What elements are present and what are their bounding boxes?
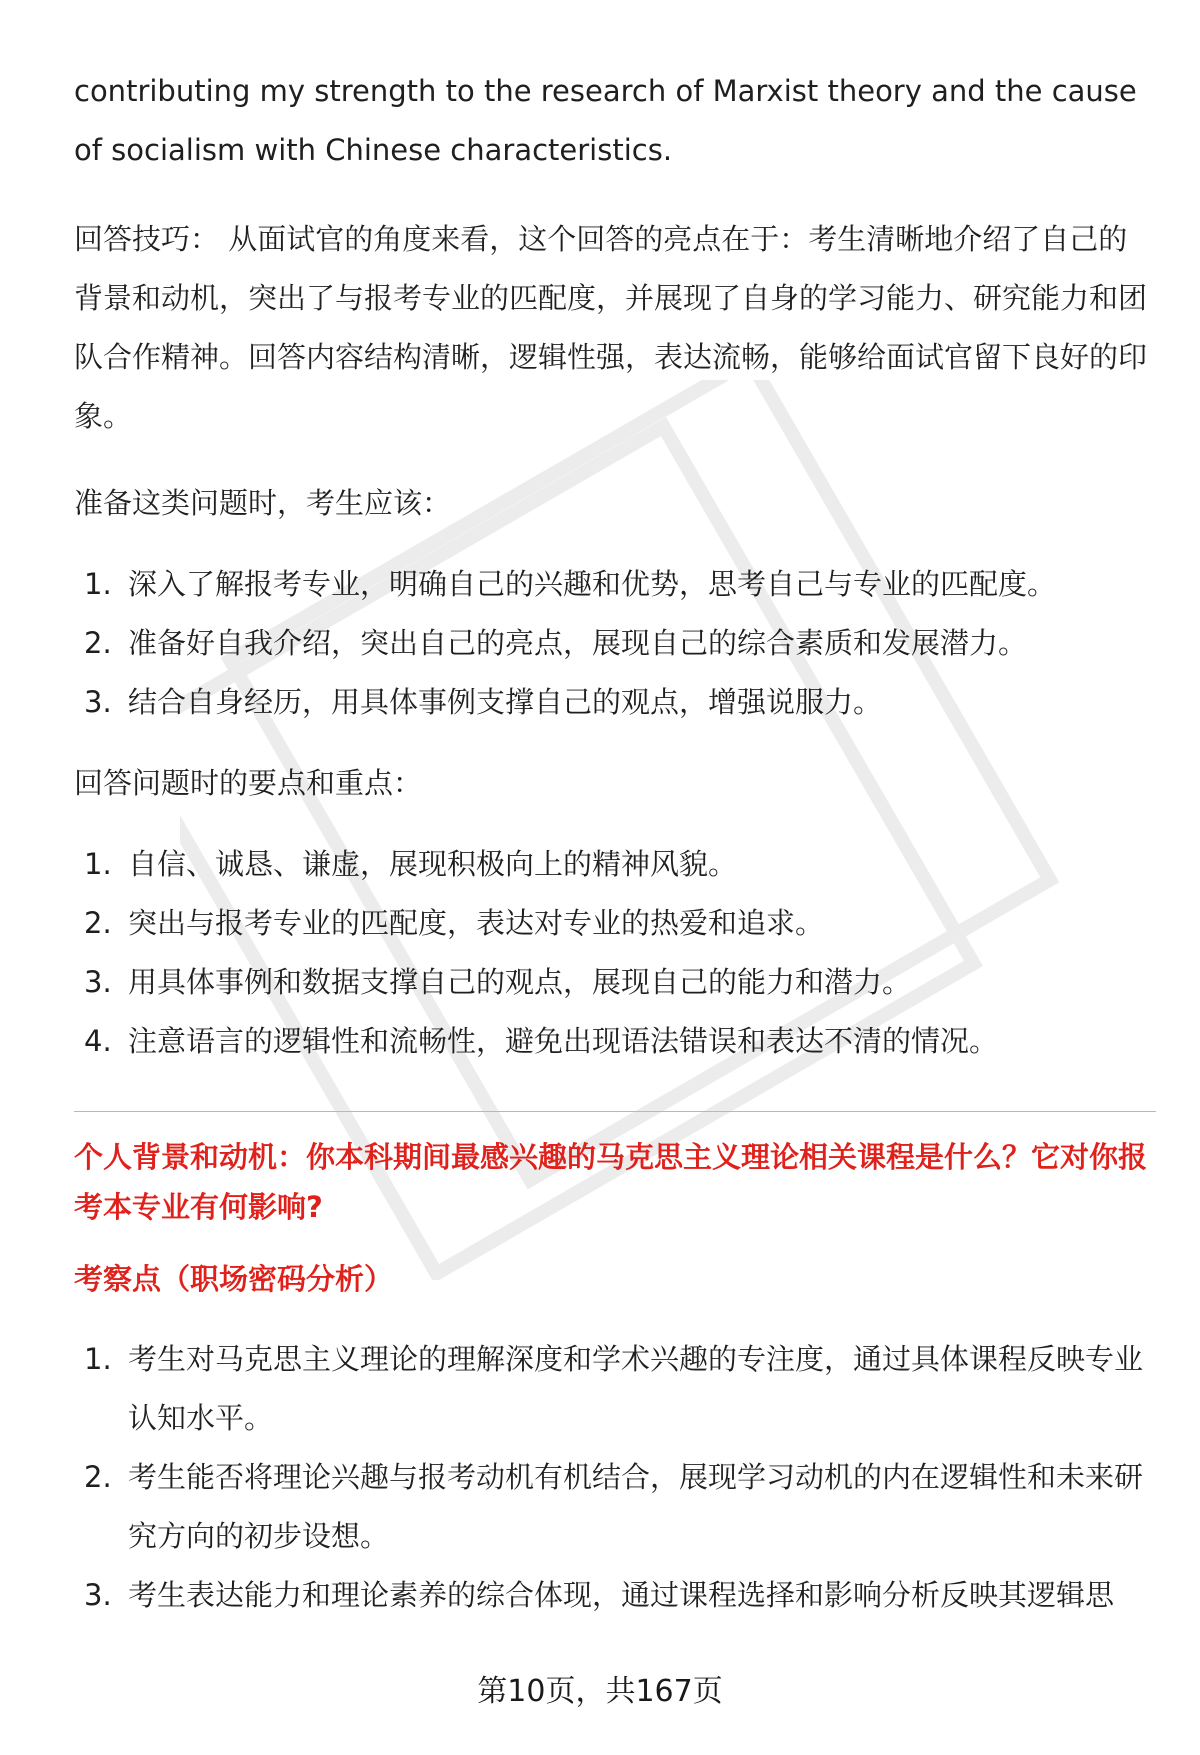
list-item [74, 953, 1154, 1012]
list-item [74, 1330, 1154, 1448]
exam-points-heading: 考察点（职场密码分析） [74, 1262, 394, 1296]
list-text: 考生能否将理论兴趣与报考动机有机结合，展现学习动机的内在逻辑性和未来研究方向的初步设想。 [128, 1460, 1144, 1553]
list-item [74, 1566, 1154, 1625]
list-number: 3. [84, 965, 112, 999]
list-item [74, 614, 1154, 673]
question-title: 个人背景和动机：你本科期间最感兴趣的马克思主义理论相关课程是什么？它对你报考本专业有何影响? [74, 1140, 1148, 1224]
list-number: 2. [84, 906, 112, 940]
list-item [74, 835, 1154, 894]
list-number: 4. [84, 1024, 112, 1058]
list-text: 突出与报考专业的匹配度，表达对专业的热爱和追求。 [128, 906, 825, 940]
keypoints-heading: 回答问题时的要点和重点： [74, 766, 423, 800]
list-text: 考生对马克思主义理论的理解深度和学术兴趣的专注度，通过具体课程反映专业认知水平。 [128, 1342, 1144, 1435]
list-text: 考生表达能力和理论素养的综合体现，通过课程选择和影响分析反映其逻辑思 [128, 1578, 1115, 1612]
list-number: 1. [84, 567, 112, 601]
list-item [74, 1012, 1154, 1071]
prepare-heading: 准备这类问题时，考生应该： [74, 486, 452, 520]
list-number: 2. [84, 626, 112, 660]
list-text: 自信、诚恳、谦虚，展现积极向上的精神风貌。 [128, 847, 738, 881]
list-number: 1. [84, 847, 112, 881]
list-text: 结合自身经历，用具体事例支撑自己的观点，增强说服力。 [128, 685, 883, 719]
exam-points-list [74, 1330, 1154, 1625]
list-item [74, 673, 1154, 732]
list-number: 1. [84, 1342, 112, 1376]
list-text: 用具体事例和数据支撑自己的观点，展现自己的能力和潜力。 [128, 965, 912, 999]
page-footer: 第10页，共167页 [477, 1674, 723, 1709]
list-number: 3. [84, 1578, 112, 1612]
prepare-list [74, 555, 1154, 732]
list-item [74, 555, 1154, 614]
list-item [74, 1448, 1154, 1566]
tips-paragraph: 回答技巧： 从面试官的角度来看，这个回答的亮点在于：考生清晰地介绍了自己的背景和动机，突出了与报考专业的匹配度，并展现了自身的学习能力、研究能力和团队合作精神。回答内容结构清晰，逻辑性强，表达流畅，能够给面试官留下良好的印象。 [74, 222, 1148, 433]
page-content [74, 62, 1154, 1625]
keypoints-list [74, 835, 1154, 1071]
list-item [74, 894, 1154, 953]
list-number: 3. [84, 685, 112, 719]
list-text: 注意语言的逻辑性和流畅性，避免出现语法错误和表达不清的情况。 [128, 1024, 999, 1058]
intro-paragraph: contributing my strength to the research of Marxist theory and the cause of socialism with Chinese characteristics. [74, 74, 1137, 167]
list-number: 2. [84, 1460, 112, 1494]
list-text: 深入了解报考专业，明确自己的兴趣和优势，思考自己与专业的匹配度。 [128, 567, 1057, 601]
list-text: 准备好自我介绍，突出自己的亮点，展现自己的综合素质和发展潜力。 [128, 626, 1028, 660]
